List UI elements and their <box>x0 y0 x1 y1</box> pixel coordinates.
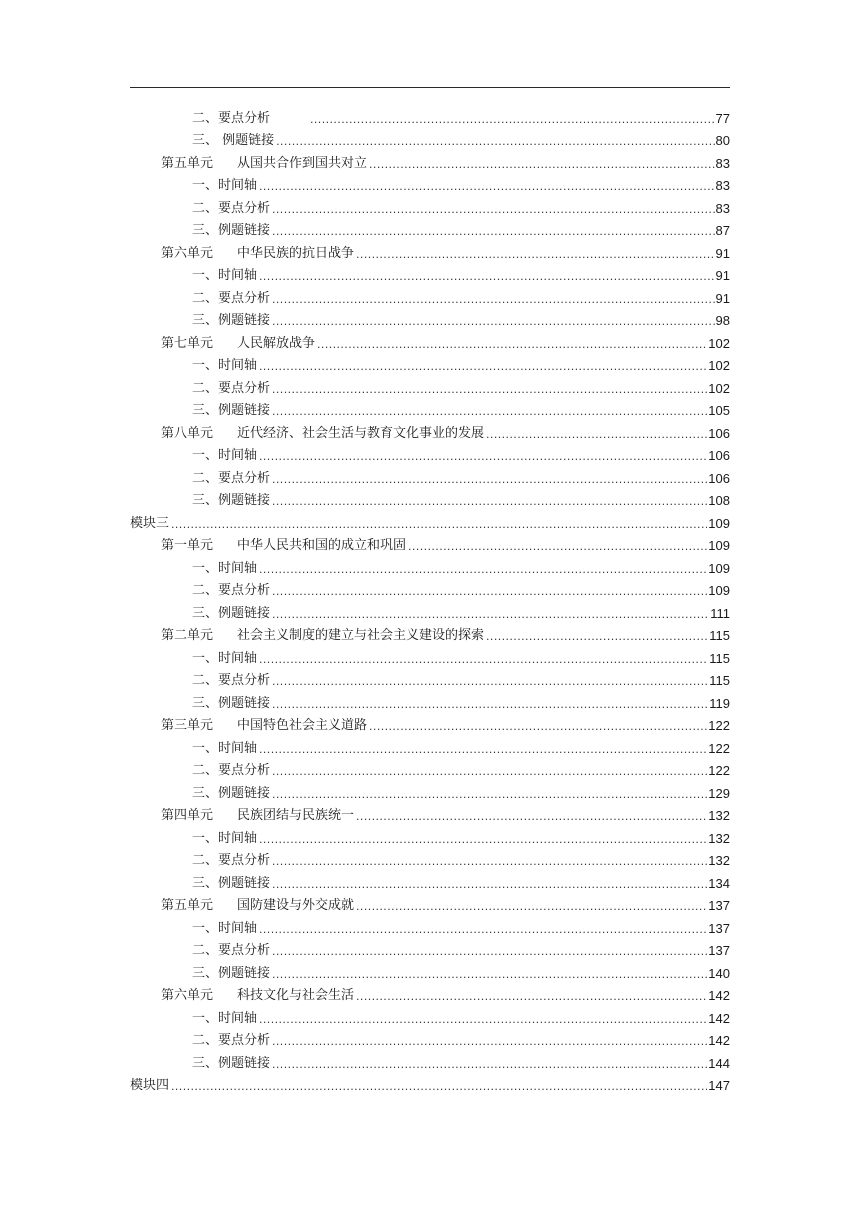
toc-page-number: 144 <box>708 1055 730 1071</box>
toc-page-number: 119 <box>709 695 730 711</box>
toc-dot-leader <box>259 743 707 757</box>
toc-dot-leader <box>272 788 707 802</box>
toc-page-number: 77 <box>715 110 730 126</box>
toc-entry-label: 一、时间轴 <box>192 268 258 283</box>
toc-entry-title <box>192 291 271 307</box>
toc-dot-leader <box>369 720 707 734</box>
toc-entry-label: 三、例题链接 <box>192 403 271 418</box>
toc-dot-leader <box>272 855 707 869</box>
toc-page-number: 109 <box>708 560 730 576</box>
toc-entry-title <box>192 741 258 757</box>
toc-unit-entry[interactable] <box>130 802 730 825</box>
toc-entry-title <box>192 223 271 239</box>
toc-entry-label: 一、时间轴 <box>192 740 258 756</box>
toc-entry-subtitle: 国防建设与外交成就 <box>237 898 355 913</box>
toc-entry-label: 二、要点分析 <box>192 290 271 306</box>
toc-dot-leader <box>272 315 715 329</box>
toc-entry-label: 第六单元 <box>161 988 214 1003</box>
toc-entry-label: 二、要点分析 <box>192 583 271 598</box>
toc-page-number: 142 <box>708 1010 730 1026</box>
toc-dot-leader <box>259 923 707 937</box>
toc-entry-label: 二、要点分析 <box>192 673 271 688</box>
toc-dot-leader <box>259 653 708 667</box>
toc-dot-leader <box>272 585 707 599</box>
toc-module-entry[interactable] <box>130 1072 730 1095</box>
toc-entry-label: 第五单元 <box>161 155 214 171</box>
toc-entry-label: 二、要点分析 <box>192 763 271 778</box>
toc-dot-leader <box>272 675 708 689</box>
toc-entry-label: 第三单元 <box>161 718 214 733</box>
toc-entry-label: 一、时间轴 <box>192 1010 258 1026</box>
toc-page-number: 137 <box>708 943 730 958</box>
toc-section-entry[interactable] <box>130 1027 730 1050</box>
toc-page-number: 83 <box>715 178 730 193</box>
toc-entry-title <box>192 966 271 982</box>
header-rule <box>130 87 730 88</box>
toc-section-entry[interactable] <box>130 734 730 757</box>
toc-entry-label: 三、例题链接 <box>192 605 271 621</box>
toc-entry-title <box>192 853 271 869</box>
toc-entry-title <box>192 673 271 689</box>
toc-page-number: 80 <box>715 133 730 148</box>
toc-page-number: 122 <box>708 718 730 733</box>
toc-page-number: 109 <box>708 515 730 531</box>
toc-section-entry[interactable] <box>130 757 730 780</box>
toc-section-entry[interactable] <box>130 959 730 982</box>
toc-dot-leader <box>369 158 715 172</box>
toc-entry-title <box>192 921 258 937</box>
toc-entry-label: 三、例题链接 <box>192 785 271 801</box>
toc-entry-subtitle: 中华民族的抗日战争 <box>237 245 355 261</box>
toc-page-number: 98 <box>715 313 730 328</box>
toc-section-entry[interactable] <box>130 644 730 667</box>
table-of-contents <box>130 104 730 1094</box>
toc-entry-title <box>192 606 271 622</box>
toc-dot-leader <box>272 495 707 509</box>
toc-dot-leader <box>310 113 715 127</box>
toc-dot-leader <box>259 270 715 284</box>
toc-dot-leader <box>356 990 707 1004</box>
toc-dot-leader <box>272 765 707 779</box>
toc-entry-title <box>192 1033 271 1049</box>
toc-entry-label: 二、要点分析 <box>192 943 271 958</box>
toc-page-number: 134 <box>708 875 730 891</box>
toc-entry-label: 三、 例题链接 <box>192 133 275 148</box>
toc-entry-label: 二、要点分析 <box>192 200 271 216</box>
toc-entry-title <box>130 516 170 532</box>
toc-section-entry[interactable] <box>130 1004 730 1027</box>
toc-page-number: 102 <box>708 358 730 373</box>
toc-page-number: 87 <box>715 223 730 238</box>
toc-page-number: 140 <box>708 965 730 981</box>
toc-section-entry[interactable] <box>130 914 730 937</box>
toc-entry-subtitle: 近代经济、社会生活与教育文化事业的发展 <box>237 425 485 441</box>
toc-dot-leader <box>272 1035 707 1049</box>
toc-page-number: 132 <box>708 808 730 823</box>
toc-entry-title <box>192 1056 271 1072</box>
toc-page-number: 109 <box>708 583 730 598</box>
toc-unit-entry[interactable] <box>130 532 730 555</box>
toc-entry-label: 二、要点分析 <box>192 470 271 486</box>
toc-page-number: 109 <box>708 538 730 553</box>
toc-entry-label: 模块三 <box>130 515 170 531</box>
toc-entry-title <box>192 403 271 419</box>
toc-dot-leader <box>171 518 707 532</box>
toc-dot-leader <box>272 945 707 959</box>
toc-section-entry[interactable] <box>130 217 730 240</box>
toc-unit-entry[interactable] <box>130 892 730 915</box>
toc-page-number: 102 <box>708 335 730 351</box>
toc-entry-subtitle: 人民解放战争 <box>237 335 316 351</box>
toc-section-entry[interactable] <box>130 127 730 150</box>
toc-page-number: 91 <box>715 245 730 261</box>
toc-page-number: 83 <box>715 155 730 171</box>
toc-dot-leader <box>356 248 715 262</box>
toc-section-entry[interactable] <box>130 667 730 690</box>
toc-entry-label: 一、时间轴 <box>192 358 258 373</box>
toc-entry-label: 一、时间轴 <box>192 650 258 666</box>
toc-dot-leader <box>259 563 707 577</box>
toc-entry-label: 三、例题链接 <box>192 313 271 328</box>
toc-entry-title <box>192 763 271 779</box>
toc-entry-title <box>161 898 355 914</box>
toc-page-number: 142 <box>708 988 730 1003</box>
toc-section-entry[interactable] <box>130 779 730 802</box>
toc-entry-subtitle: 中华人民共和国的成立和巩固 <box>237 538 407 553</box>
toc-entry-label: 一、时间轴 <box>192 178 258 193</box>
toc-page-number: 105 <box>708 403 730 418</box>
toc-entry-title <box>161 718 368 734</box>
toc-module-entry[interactable] <box>130 509 730 532</box>
toc-page-number: 115 <box>709 650 730 666</box>
toc-section-entry[interactable] <box>130 194 730 217</box>
toc-entry-label: 一、时间轴 <box>192 448 258 463</box>
toc-page-number: 147 <box>708 1078 730 1093</box>
toc-entry-title <box>192 786 271 802</box>
toc-dot-leader <box>259 833 707 847</box>
toc-entry-title <box>192 201 271 217</box>
toc-entry-title <box>192 448 258 464</box>
toc-section-entry[interactable] <box>130 689 730 712</box>
toc-entry-title <box>161 426 485 442</box>
toc-page-number: 122 <box>708 763 730 778</box>
toc-page-number: 91 <box>715 290 730 306</box>
toc-entry-label: 第一单元 <box>161 538 214 553</box>
toc-entry-label: 二、要点分析 <box>192 110 271 126</box>
toc-page-number: 132 <box>708 830 730 846</box>
toc-entry-label: 三、例题链接 <box>192 965 271 981</box>
toc-dot-leader <box>272 203 715 217</box>
toc-dot-leader <box>272 405 707 419</box>
toc-entry-label: 第二单元 <box>161 628 214 643</box>
toc-unit-entry[interactable] <box>130 622 730 645</box>
toc-page-number: 83 <box>715 200 730 216</box>
toc-entry-title <box>192 876 271 892</box>
toc-dot-leader <box>259 450 707 464</box>
toc-section-entry[interactable] <box>130 307 730 330</box>
toc-unit-entry[interactable] <box>130 149 730 172</box>
toc-section-entry[interactable] <box>130 374 730 397</box>
toc-entry-title <box>192 561 258 577</box>
toc-dot-leader <box>272 473 707 487</box>
toc-entry-label: 二、要点分析 <box>192 853 271 868</box>
toc-entry-title <box>161 246 355 262</box>
toc-entry-title <box>192 696 271 712</box>
toc-dot-leader <box>317 338 707 352</box>
toc-section-entry[interactable] <box>130 847 730 870</box>
toc-entry-label: 三、例题链接 <box>192 493 271 508</box>
toc-dot-leader <box>272 1058 707 1072</box>
toc-entry-title <box>192 493 271 509</box>
toc-entry-label: 三、例题链接 <box>192 1055 271 1071</box>
toc-dot-leader <box>272 698 708 712</box>
toc-entry-label: 三、例题链接 <box>192 875 271 891</box>
toc-entry-title <box>192 471 271 487</box>
toc-entry-title <box>161 538 407 554</box>
toc-entry-label: 模块四 <box>130 1078 170 1093</box>
toc-dot-leader <box>272 968 707 982</box>
toc-section-entry[interactable] <box>130 554 730 577</box>
toc-entry-title <box>192 381 271 397</box>
toc-page-number: 91 <box>715 268 730 283</box>
toc-entry-label: 三、例题链接 <box>192 695 271 711</box>
toc-page-number: 137 <box>708 920 730 936</box>
toc-section-entry[interactable] <box>130 824 730 847</box>
toc-section-entry[interactable] <box>130 262 730 285</box>
toc-section-entry[interactable] <box>130 284 730 307</box>
toc-section-entry[interactable] <box>130 869 730 892</box>
toc-dot-leader <box>259 360 707 374</box>
toc-dot-leader <box>486 428 707 442</box>
toc-entry-label: 第五单元 <box>161 898 214 913</box>
toc-entry-title <box>192 313 271 329</box>
toc-dot-leader <box>272 383 707 397</box>
toc-section-entry[interactable] <box>130 172 730 195</box>
toc-section-entry[interactable] <box>130 464 730 487</box>
toc-section-entry[interactable] <box>130 487 730 510</box>
toc-dot-leader <box>171 1080 707 1094</box>
toc-dot-leader <box>486 630 708 644</box>
toc-dot-leader <box>276 135 714 149</box>
toc-dot-leader <box>272 878 707 892</box>
toc-page-number: 122 <box>708 740 730 756</box>
toc-entry-title <box>192 268 258 284</box>
toc-entry-title <box>161 808 355 824</box>
toc-section-entry[interactable] <box>130 397 730 420</box>
toc-page-number: 106 <box>708 448 730 463</box>
toc-entry-label: 二、要点分析 <box>192 380 271 396</box>
toc-entry-label: 三、例题链接 <box>192 223 271 238</box>
toc-section-entry[interactable] <box>130 442 730 465</box>
toc-unit-entry[interactable] <box>130 982 730 1005</box>
toc-section-entry[interactable] <box>130 599 730 622</box>
toc-entry-title <box>192 1011 258 1027</box>
toc-section-entry[interactable] <box>130 937 730 960</box>
toc-section-entry[interactable] <box>130 1049 730 1072</box>
toc-page-number: 115 <box>709 673 730 688</box>
toc-page-number: 129 <box>708 785 730 801</box>
toc-entry-label: 二、要点分析 <box>192 1033 271 1048</box>
toc-dot-leader <box>356 810 707 824</box>
toc-entry-title <box>192 178 258 194</box>
toc-dot-leader <box>272 225 715 239</box>
toc-dot-leader <box>259 180 715 194</box>
toc-entry-subtitle: 从国共合作到国共对立 <box>237 155 368 171</box>
toc-unit-entry[interactable] <box>130 329 730 352</box>
toc-page-number: 132 <box>708 853 730 868</box>
toc-entry-subtitle: 民族团结与民族统一 <box>237 808 355 823</box>
toc-entry-title <box>192 358 258 374</box>
toc-entry-label: 一、时间轴 <box>192 830 258 846</box>
toc-entry-title <box>192 943 271 959</box>
toc-page-number: 106 <box>708 425 730 441</box>
toc-entry-label: 一、时间轴 <box>192 560 258 576</box>
toc-dot-leader <box>408 540 707 554</box>
toc-dot-leader <box>356 900 707 914</box>
toc-page-number: 106 <box>708 470 730 486</box>
toc-page-number: 111 <box>710 605 730 621</box>
toc-entry-title <box>130 1078 170 1094</box>
toc-entry-label: 第四单元 <box>161 808 214 823</box>
toc-page-number: 142 <box>708 1033 730 1048</box>
toc-entry-title <box>192 831 258 847</box>
toc-unit-entry[interactable] <box>130 712 730 735</box>
toc-dot-leader <box>272 293 715 307</box>
toc-entry-title <box>192 651 258 667</box>
toc-dot-leader <box>272 608 709 622</box>
toc-entry-subtitle: 社会主义制度的建立与社会主义建设的探索 <box>237 628 485 643</box>
toc-entry-title <box>161 988 355 1004</box>
toc-page-number: 137 <box>708 898 730 913</box>
toc-entry-title <box>161 628 485 644</box>
toc-section-entry[interactable] <box>130 104 730 127</box>
toc-section-entry[interactable] <box>130 577 730 600</box>
toc-section-entry[interactable] <box>130 352 730 375</box>
toc-entry-title <box>192 133 275 149</box>
toc-page-number: 115 <box>709 628 730 643</box>
toc-entry-subtitle: 中国特色社会主义道路 <box>237 718 368 733</box>
toc-entry-title <box>161 156 368 172</box>
toc-unit-entry[interactable] <box>130 239 730 262</box>
toc-page-number: 108 <box>708 493 730 508</box>
toc-entry-label: 一、时间轴 <box>192 920 258 936</box>
toc-dot-leader <box>259 1013 707 1027</box>
toc-entry-subtitle: 科技文化与社会生活 <box>237 988 355 1003</box>
toc-entry-label: 第七单元 <box>161 335 214 351</box>
toc-entry-title <box>192 583 271 599</box>
toc-entry-title <box>161 336 316 352</box>
toc-page-number: 102 <box>708 380 730 396</box>
toc-entry-label: 第八单元 <box>161 425 214 441</box>
toc-entry-label: 第六单元 <box>161 245 214 261</box>
toc-unit-entry[interactable] <box>130 419 730 442</box>
toc-entry-title <box>192 111 309 127</box>
